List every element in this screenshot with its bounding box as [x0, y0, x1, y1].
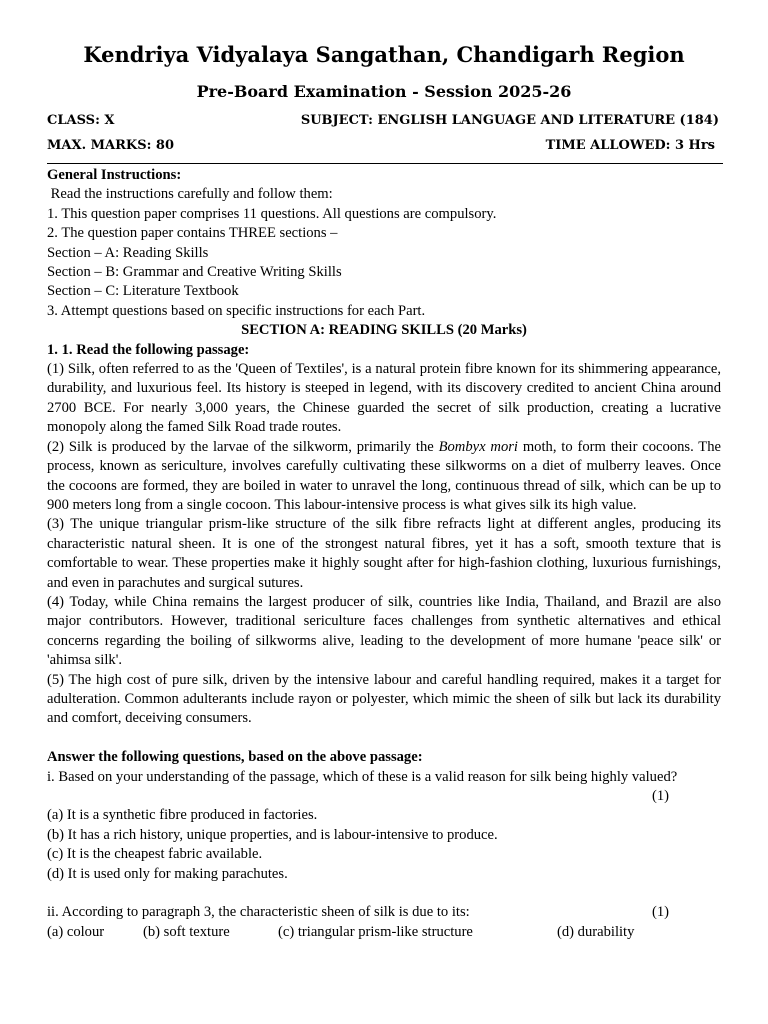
- question-ii-text: ii. According to paragraph 3, the characteristic sheen of silk is due to its:: [47, 904, 470, 921]
- question-ii-row: [47, 903, 721, 922]
- instruction-line: Section – A: Reading Skills: [47, 244, 209, 261]
- passage-paragraph-5: (5) The high cost of pure silk, driven by the intensive labour and careful handling required, makes it a target for adulteration. Common adulterants include rayon or polyester, which mimic the sheen of silk but lack its durability and comfort, deceiving consumers.: [47, 671, 721, 727]
- subject-label: SUBJECT: ENGLISH LANGUAGE AND LITERATURE (184): [300, 113, 719, 128]
- passage-text: moth, to form their cocoons. The process, known as sericulture, involves carefully cultivating these silkworms on a diet of mulberry leaves. Once the cocoons are formed, they are boiled in water to unravel the long, continuous thread of silk, which can be up to 900 meters long from a single cocoon. This labour-intensive process is what gives silk its high value.: [47, 438, 721, 513]
- passage-paragraph-4: (4) Today, while China remains the largest producer of silk, countries like India, Thailand, and Brazil are also major contributors. However, traditional sericulture faces challenges from synthetic alternatives and ethical concerns regarding the boiling of silkworms alive, leading to the development of more humane 'peace silk' or 'ahimsa silk'.: [47, 593, 721, 669]
- max-marks-label: MAX. MARKS: 80: [47, 138, 174, 153]
- header-divider: [47, 163, 723, 164]
- instruction-line: Section – C: Literature Textbook: [47, 283, 239, 300]
- question-ii-options: [47, 923, 721, 942]
- option: (a) It is a synthetic fibre produced in factories.: [47, 807, 318, 824]
- question-i-text: i. Based on your understanding of the passage, which of these is a valid reason for silk being highly valued?: [47, 768, 678, 785]
- passage-paragraph-3: (3) The unique triangular prism-like structure of the silk fibre refracts light at different angles, producing its characteristic natural sheen. It is one of the strongest natural fibres, yet it has a soft, smooth texture that is comfortable to wear. These properties make it highly sought after for high-fashion clothing, luxurious furnishings, and even in parachutes and surgical sutures.: [47, 516, 721, 591]
- page-title: Kendriya Vidyalaya Sangathan, Chandigarh Region: [83, 42, 685, 67]
- instruction-line: Section – B: Grammar and Creative Writing Skills: [47, 264, 342, 281]
- passage-paragraph-1: (1) Silk, often referred to as the 'Queen of Textiles', is a natural protein fibre known for its shimmering appearance, durability, and luxurious feel. Its history is steeped in legend, with its discovery credited to ancient China around 2700 BCE. For nearly 3,000 years, the Chinese guarded the secret of silk production, creating a lucrative monopoly along the famed Silk Road trade routes.: [47, 361, 721, 436]
- time-allowed-label: TIME ALLOWED: 3 Hrs: [545, 138, 715, 153]
- exam-subtitle: Pre-Board Examination - Session 2025-26: [196, 82, 572, 101]
- option: (d) durability: [557, 923, 635, 940]
- instruction-line: 2. The question paper contains THREE sections –: [47, 225, 338, 242]
- instruction-line: 3. Attempt questions based on specific instructions for each Part.: [47, 302, 426, 319]
- question-paper-body: [47, 166, 721, 942]
- option: (a) colour: [47, 923, 105, 940]
- instruction-line: 1. This question paper comprises 11 questions. All questions are compulsory.: [47, 205, 497, 222]
- passage-paragraph-2: [47, 438, 721, 516]
- instruction-line: Read the instructions carefully and follow them:: [47, 186, 333, 203]
- option: (c) triangular prism-like structure: [278, 923, 473, 940]
- option: (c) It is the cheapest fabric available.: [47, 846, 263, 863]
- class-label: CLASS: X: [47, 113, 115, 128]
- spacer: [47, 884, 721, 903]
- section-a-heading: SECTION A: READING SKILLS (20 Marks): [241, 322, 527, 339]
- question-ii-marks: (1): [651, 904, 669, 921]
- spacer: [47, 729, 721, 748]
- option: (b) soft texture: [143, 923, 230, 940]
- question-1-heading: 1. 1. Read the following passage:: [47, 341, 250, 358]
- instructions-heading: General Instructions:: [47, 167, 182, 183]
- answer-heading: Answer the following questions, based on the above passage:: [47, 749, 423, 766]
- question-i-marks: (1): [651, 787, 669, 804]
- passage-text: (2) Silk is produced by the larvae of the silkworm, primarily the: [47, 438, 439, 455]
- option: (d) It is used only for making parachutes.: [47, 865, 288, 882]
- option: (b) It has a rich history, unique properties, and is labour-intensive to produce.: [47, 826, 498, 843]
- species-name: Bombyx mori: [438, 438, 518, 455]
